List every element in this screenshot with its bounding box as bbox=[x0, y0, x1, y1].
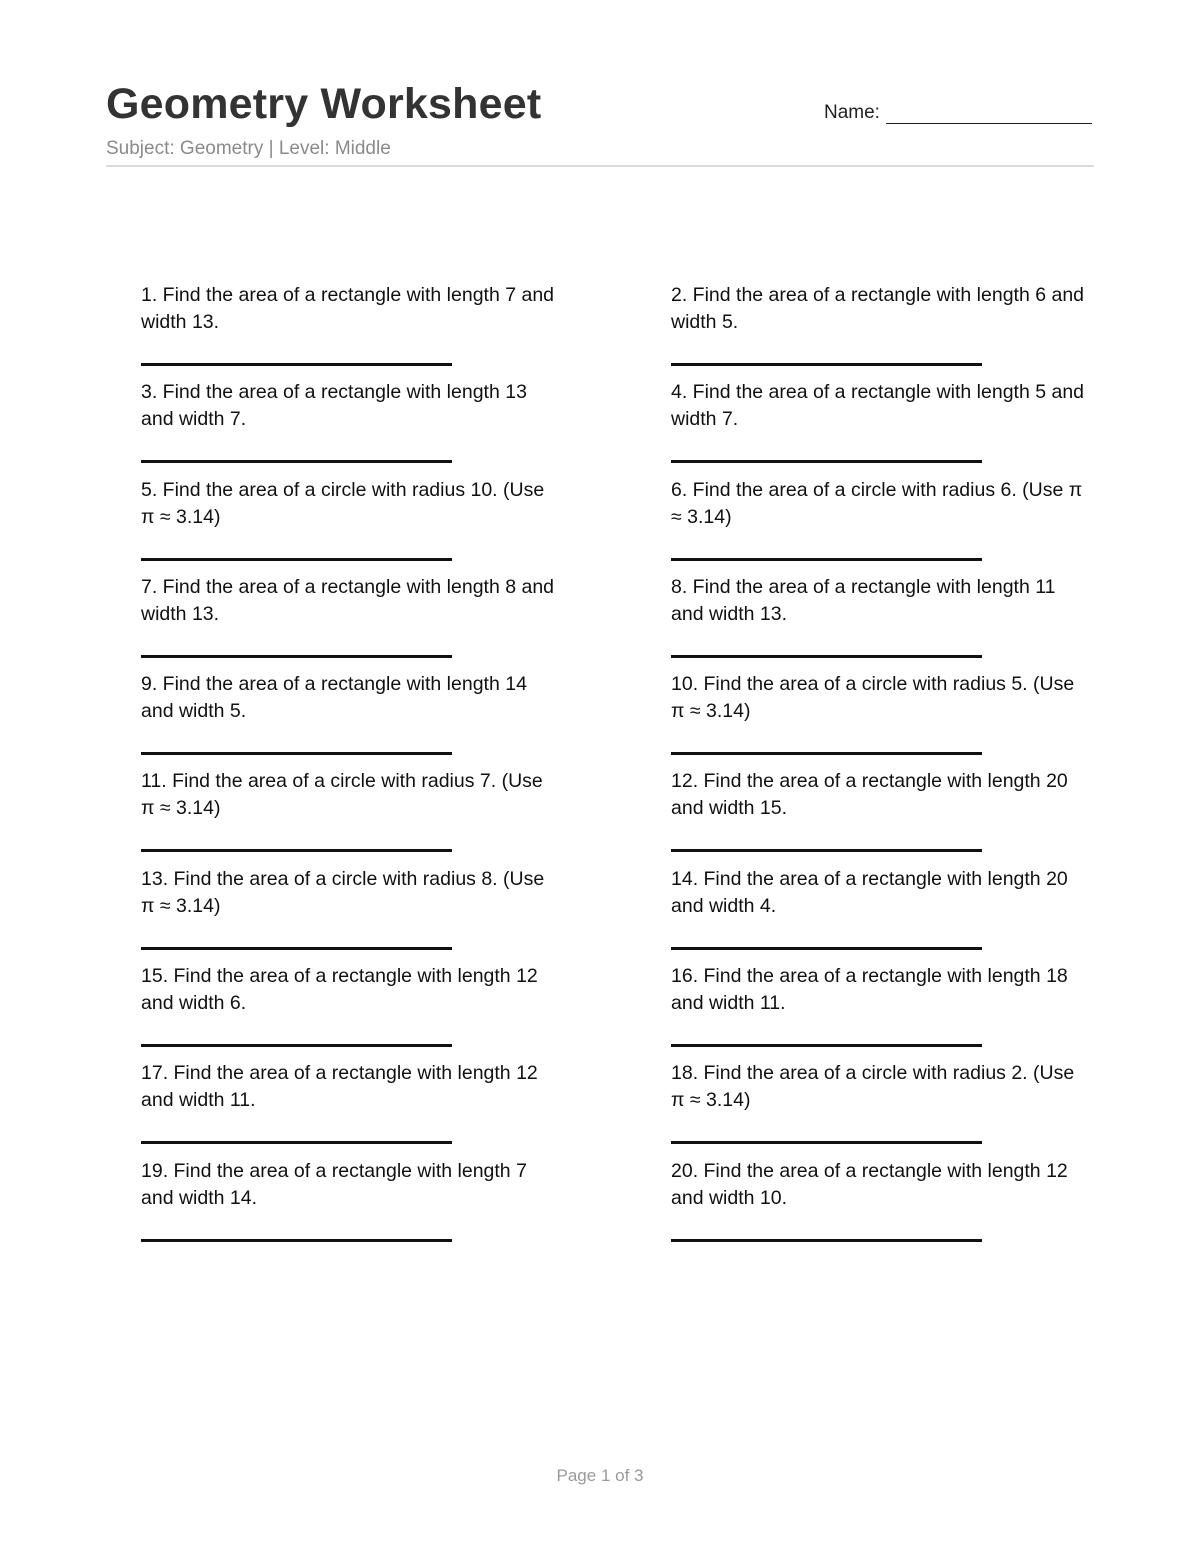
problem-text: 9. Find the area of a rectangle with length 14 and width 5. bbox=[141, 673, 527, 723]
problem-text: 5. Find the area of a circle with radius 10. (Use π ≈ 3.14) bbox=[141, 478, 545, 528]
problem-text: 10. Find the area of a circle with radius 5. (Use π ≈ 3.14) bbox=[671, 673, 1075, 723]
problem-text: 7. Find the area of a rectangle with length 8 and width 13. bbox=[141, 575, 555, 625]
problem-item bbox=[141, 574, 671, 671]
answer-line[interactable] bbox=[671, 1239, 982, 1242]
answer-line[interactable] bbox=[671, 655, 982, 658]
problem-item bbox=[671, 282, 1101, 379]
answer-line[interactable] bbox=[671, 1141, 982, 1144]
problem-item bbox=[671, 1060, 1101, 1157]
name-field bbox=[824, 102, 1092, 124]
answer-line[interactable] bbox=[141, 752, 452, 755]
answer-line[interactable] bbox=[141, 849, 452, 852]
problem-item bbox=[671, 866, 1101, 963]
answer-line[interactable] bbox=[671, 947, 982, 950]
answer-line[interactable] bbox=[141, 1044, 452, 1047]
problem-text: 15. Find the area of a rectangle with length 12 and width 6. bbox=[141, 965, 538, 1015]
answer-line[interactable] bbox=[141, 460, 452, 463]
name-input-line[interactable] bbox=[886, 105, 1092, 124]
problem-text: 2. Find the area of a rectangle with length 6 and width 5. bbox=[671, 284, 1085, 333]
problem-text: 17. Find the area of a rectangle with length 12 and width 11. bbox=[141, 1062, 538, 1112]
problem-item bbox=[671, 768, 1101, 865]
problem-item bbox=[141, 1158, 671, 1255]
answer-line[interactable] bbox=[141, 363, 452, 366]
answer-line[interactable] bbox=[141, 558, 452, 561]
problem-text: 13. Find the area of a circle with radius 8. (Use π ≈ 3.14) bbox=[141, 867, 545, 917]
answer-line[interactable] bbox=[671, 849, 982, 852]
problem-text: 11. Find the area of a circle with radius 7. (Use π ≈ 3.14) bbox=[141, 770, 543, 820]
problem-item bbox=[671, 477, 1101, 574]
problem-text: 19. Find the area of a rectangle with length 7 and width 14. bbox=[141, 1159, 527, 1209]
problem-item bbox=[141, 282, 671, 379]
problem-item bbox=[141, 671, 671, 768]
problem-text: 4. Find the area of a rectangle with length 5 and width 7. bbox=[671, 381, 1085, 431]
problem-text: 8. Find the area of a rectangle with length 11 and width 13. bbox=[671, 575, 1056, 625]
answer-line[interactable] bbox=[671, 1044, 982, 1047]
problem-item bbox=[141, 768, 671, 865]
problem-item bbox=[671, 671, 1101, 768]
answer-line[interactable] bbox=[671, 558, 982, 561]
problem-item bbox=[141, 963, 671, 1060]
problem-item bbox=[671, 574, 1101, 671]
answer-line[interactable] bbox=[671, 752, 982, 755]
page-subtitle: Subject: Geometry | Level: Middle bbox=[106, 138, 391, 159]
problem-text: 14. Find the area of a rectangle with length 20 and width 4. bbox=[671, 867, 1068, 917]
problem-grid bbox=[141, 282, 1101, 1255]
problem-item bbox=[671, 379, 1101, 476]
answer-line[interactable] bbox=[671, 460, 982, 463]
answer-line[interactable] bbox=[141, 1141, 452, 1144]
problem-item bbox=[141, 1060, 671, 1157]
problem-text: 16. Find the area of a rectangle with length 18 and width 11. bbox=[671, 965, 1068, 1015]
answer-line[interactable] bbox=[671, 363, 982, 366]
problem-text: 1. Find the area of a rectangle with length 7 and width 13. bbox=[141, 284, 555, 333]
answer-line[interactable] bbox=[141, 947, 452, 950]
problem-text: 6. Find the area of a circle with radius 6. (Use π ≈ 3.14) bbox=[671, 478, 1083, 528]
problem-text: 20. Find the area of a rectangle with length 12 and width 10. bbox=[671, 1159, 1068, 1209]
problem-item bbox=[141, 477, 671, 574]
answer-line[interactable] bbox=[141, 655, 452, 658]
name-label: Name: bbox=[824, 102, 880, 123]
page-title: Geometry Worksheet bbox=[106, 80, 542, 128]
header-divider bbox=[106, 165, 1094, 167]
problem-text: 12. Find the area of a rectangle with length 20 and width 15. bbox=[671, 770, 1068, 820]
problem-item bbox=[671, 1158, 1101, 1255]
problem-text: 3. Find the area of a rectangle with length 13 and width 7. bbox=[141, 381, 527, 431]
answer-line[interactable] bbox=[141, 1239, 452, 1242]
problem-item bbox=[141, 866, 671, 963]
problem-text: 18. Find the area of a circle with radius 2. (Use π ≈ 3.14) bbox=[671, 1062, 1075, 1112]
page-number: Page 1 of 3 bbox=[556, 1466, 644, 1485]
problem-item bbox=[141, 379, 671, 476]
problem-item bbox=[671, 963, 1101, 1060]
